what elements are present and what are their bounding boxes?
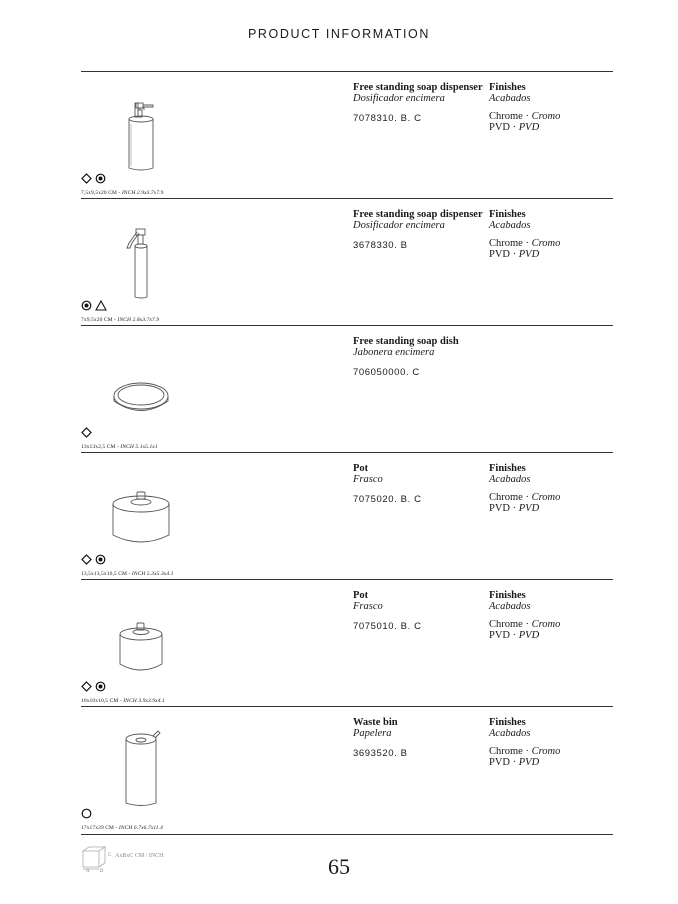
slim-soap-dispenser-icon [101, 211, 191, 301]
finishes [489, 82, 609, 133]
product-code: 3693520. B [353, 748, 408, 759]
product-name-es: Dosificador encimera [353, 93, 445, 104]
finish-item: PVD · PVD [489, 249, 540, 260]
product-row [81, 325, 613, 453]
finishes [489, 463, 609, 514]
finish-symbols [81, 426, 92, 438]
product-code: 7075020. B. C [353, 494, 422, 505]
product-name: Free standing soap dispenser [353, 209, 483, 220]
legend-c-label: C [108, 853, 112, 858]
dimensions: 17x17x29 CM - INCH 6.7x6.7x11.4 [81, 825, 163, 831]
diamond-icon [81, 427, 92, 438]
product-name-es: Dosificador encimera [353, 220, 445, 231]
product-name-es: Frasco [353, 474, 383, 485]
circle-icon [81, 808, 92, 819]
finish-item: Chrome · Cromo [489, 111, 561, 122]
circled-dot-icon [95, 173, 106, 184]
waste-bin-icon [101, 719, 191, 809]
product-code: 3678330. B [353, 240, 408, 251]
finishes-title-es: Acabados [489, 601, 531, 612]
product-name-es: Frasco [353, 601, 383, 612]
finish-item: Chrome · Cromo [489, 746, 561, 757]
finishes-title: Finishes [489, 209, 526, 220]
legend-text: AxBxC CM / INCH [115, 853, 164, 859]
finish-item: Chrome · Cromo [489, 238, 561, 249]
product-code: 7075010. B. C [353, 621, 422, 632]
finishes [489, 209, 609, 260]
finishes [489, 590, 609, 641]
finishes-title: Finishes [489, 590, 526, 601]
finish-item: PVD · PVD [489, 630, 540, 641]
finishes-title-es: Acabados [489, 728, 531, 739]
finishes [489, 717, 609, 768]
finish-item: PVD · PVD [489, 503, 540, 514]
finishes-title-es: Acabados [489, 474, 531, 485]
finishes-title: Finishes [489, 717, 526, 728]
product-name: Pot [353, 463, 369, 474]
legend-a-label: A [86, 869, 90, 874]
product-code: 7078310. B. C [353, 113, 422, 124]
finish-item: Chrome · Cromo [489, 619, 561, 630]
finish-symbols [81, 553, 106, 565]
circled-dot-icon [81, 300, 92, 311]
finish-symbols [81, 807, 92, 819]
finish-symbols [81, 299, 107, 311]
product-name: Free standing soap dispenser [353, 82, 483, 93]
finishes-title: Finishes [489, 82, 526, 93]
legend-b-label: B [100, 869, 104, 874]
circled-dot-icon [95, 554, 106, 565]
circled-dot-icon [95, 681, 106, 692]
product-row [81, 198, 613, 326]
triangle-icon [95, 300, 107, 311]
page-title: PRODUCT INFORMATION [247, 27, 431, 41]
dimensions: 7x9,5x20 CM - INCH 2.8x3.7x7.9 [81, 317, 160, 323]
small-pot-icon [101, 592, 191, 682]
finish-symbols [81, 680, 106, 692]
product-name-es: Papelera [353, 728, 392, 739]
finish-item: PVD · PVD [489, 122, 540, 133]
diamond-icon [81, 173, 92, 184]
finishes-title: Finishes [489, 463, 526, 474]
finish-item: Chrome · Cromo [489, 492, 561, 503]
dimensions: 13,5x13,5x10,5 CM - INCH 5.3x5.3x4.1 [81, 571, 174, 577]
product-row [81, 579, 613, 707]
product-row [81, 71, 613, 199]
soap-dish-icon [101, 338, 191, 428]
product-name: Pot [353, 590, 369, 601]
product-row [81, 452, 613, 580]
finishes-title-es: Acabados [489, 93, 531, 104]
page-number: 65 [328, 854, 350, 879]
product-code: 706050000. C [353, 367, 420, 378]
product-name-es: Jabonera encimera [353, 347, 435, 358]
dimensions: 7,5x9,5x20 CM - INCH 2.9x3.7x7.9 [81, 190, 164, 196]
finish-item: PVD · PVD [489, 757, 540, 768]
finishes-title-es: Acabados [489, 220, 531, 231]
finish-symbols [81, 172, 106, 184]
product-name: Waste bin [353, 717, 398, 728]
wide-pot-icon [101, 465, 191, 555]
product-name: Free standing soap dish [353, 336, 459, 347]
soap-dispenser-icon [101, 84, 191, 174]
product-row [81, 706, 613, 835]
diamond-icon [81, 681, 92, 692]
dimensions: 10x10x10,5 CM - INCH 3.9x3.9x4.1 [81, 698, 165, 704]
dimensions: 13x13x2,5 CM - INCH 5.1x5.1x1 [81, 444, 158, 450]
diamond-icon [81, 554, 92, 565]
